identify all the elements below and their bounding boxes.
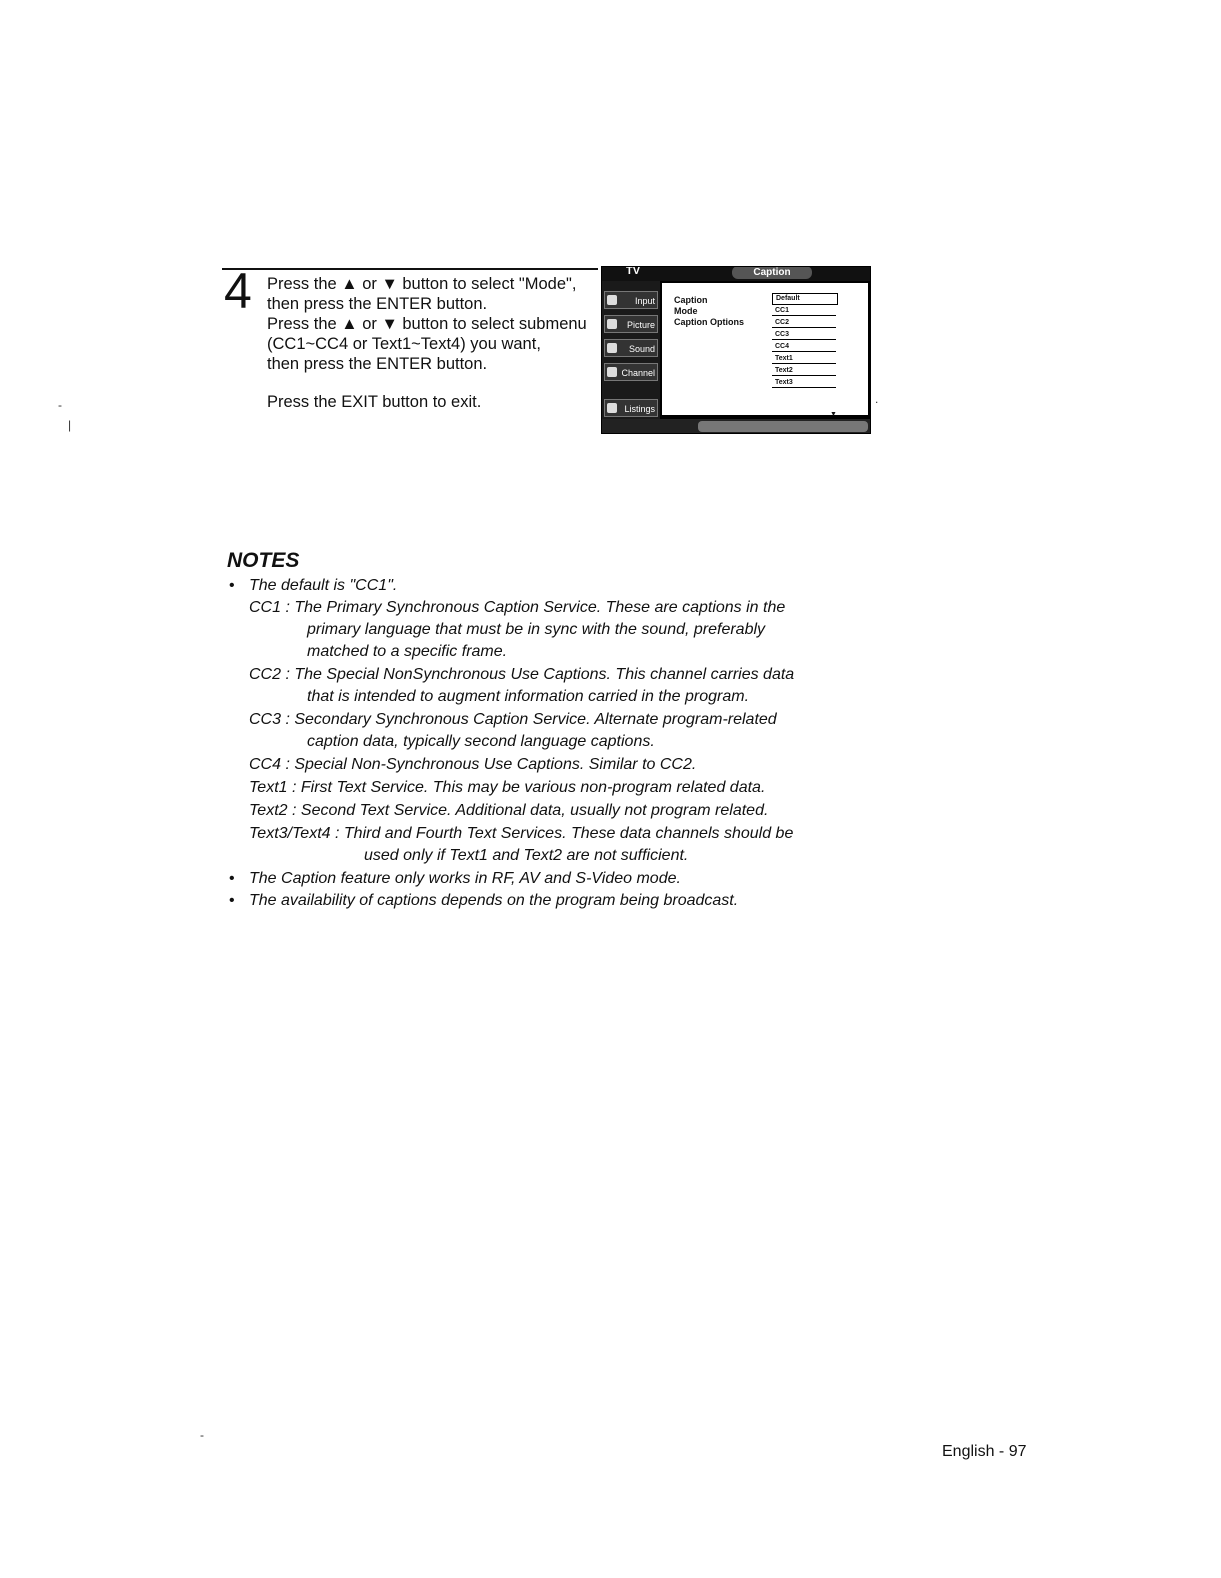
notes-title: NOTES (227, 549, 300, 572)
osd-menu-sound: Sound (604, 339, 658, 357)
osd-label-mode: Mode (674, 306, 698, 316)
definition-term: Text2 : (249, 802, 297, 819)
definition-line: that is intended to augment information carried in the program. (307, 688, 750, 705)
definition-line: Second Text Service. Additional data, usually not program related. (300, 802, 769, 819)
page-number: English - 97 (942, 1443, 1027, 1460)
osd-label-caption: Caption (674, 295, 708, 305)
definition-term: CC3 : (249, 711, 290, 728)
osd-option: CC2 (772, 318, 836, 328)
step-number: 4 (224, 263, 252, 319)
osd-menu-listings: Listings (604, 399, 658, 417)
definition-line: Third and Fourth Text Services. These data channels should be (343, 825, 794, 842)
definition-line: First Text Service. This may be various non-program related data. (300, 779, 766, 796)
scan-mark: - (200, 1428, 204, 1442)
osd-option: Text2 (772, 366, 836, 376)
input-icon (607, 295, 617, 305)
definition-cc1 (227, 597, 877, 663)
osd-menu-input: Input (604, 291, 658, 309)
osd-title-bar (602, 267, 870, 281)
definition-cc2 (227, 664, 877, 708)
osd-bottom-bar (602, 419, 870, 433)
osd-menu-channel: Channel (604, 363, 658, 381)
definition-cc4 (227, 754, 877, 776)
osd-caption-panel (662, 283, 868, 418)
osd-bottom-pill (698, 421, 868, 432)
definition-term: CC4 : (249, 756, 290, 773)
chevron-down-icon: ▼ (830, 411, 837, 418)
definition-line: The Special NonSynchronous Use Captions. This channel carries data (294, 666, 795, 683)
osd-tv-label: TV (626, 266, 641, 277)
osd-screenshot (601, 266, 871, 434)
definition-line: used only if Text1 and Text2 are not sufficient. (364, 847, 689, 864)
step-line: then press the ENTER button. (267, 295, 488, 313)
definition-term: CC1 : (249, 599, 290, 616)
definition-term: Text1 : (249, 779, 297, 796)
note-bullet: • The Caption feature only works in RF, AV and S-Video mode. (227, 868, 877, 890)
definition-term: CC2 : (249, 666, 290, 683)
definition-line: Special Non-Synchronous Use Captions. Similar to CC2. (294, 756, 697, 773)
step-line: Press the ▲ or ▼ button to select submenu (267, 315, 587, 333)
osd-option: CC1 (772, 306, 836, 316)
channel-icon (607, 367, 617, 377)
osd-title: Caption (732, 266, 812, 279)
osd-selected-option: Default (772, 293, 838, 305)
definition-term: Text3/Text4 : (249, 825, 340, 842)
osd-side-menu (602, 281, 660, 419)
default-note: • The default is "CC1". (227, 575, 877, 597)
note-bullet: • The availability of captions depends on the program being broadcast. (227, 890, 877, 912)
step-line: (CC1~CC4 or Text1~Text4) you want, (267, 335, 541, 353)
osd-option: CC3 (772, 330, 836, 340)
step-rule (222, 268, 598, 270)
scan-mark: . (875, 392, 879, 406)
definition-line: The Primary Synchronous Caption Service. These are captions in the (294, 599, 786, 616)
picture-icon (607, 319, 617, 329)
osd-option: Text3 (772, 378, 836, 388)
step-line: then press the ENTER button. (267, 355, 488, 373)
osd-label-caption-options: Caption Options (674, 317, 744, 327)
definition-text1 (227, 777, 877, 799)
listings-icon (607, 403, 617, 413)
notes-body (227, 575, 877, 912)
definition-line: matched to a specific frame. (307, 643, 508, 660)
definition-line: caption data, typically second language captions. (307, 733, 655, 750)
sound-icon (607, 343, 617, 353)
scan-mark: | (68, 418, 72, 432)
osd-menu-picture: Picture (604, 315, 658, 333)
step-line: Press the ▲ or ▼ button to select "Mode", (267, 275, 577, 293)
step-instructions (267, 274, 607, 412)
scan-mark: - (58, 398, 62, 412)
definition-text2 (227, 800, 877, 822)
definition-cc3 (227, 709, 877, 753)
definition-line: Secondary Synchronous Caption Service. Alternate program-related (294, 711, 777, 728)
definition-text3-text4 (227, 823, 877, 867)
osd-option: CC4 (772, 342, 836, 352)
exit-instruction: Press the EXIT button to exit. (267, 393, 482, 411)
definition-line: primary language that must be in sync with the sound, preferably (307, 621, 766, 638)
osd-option: Text1 (772, 354, 836, 364)
